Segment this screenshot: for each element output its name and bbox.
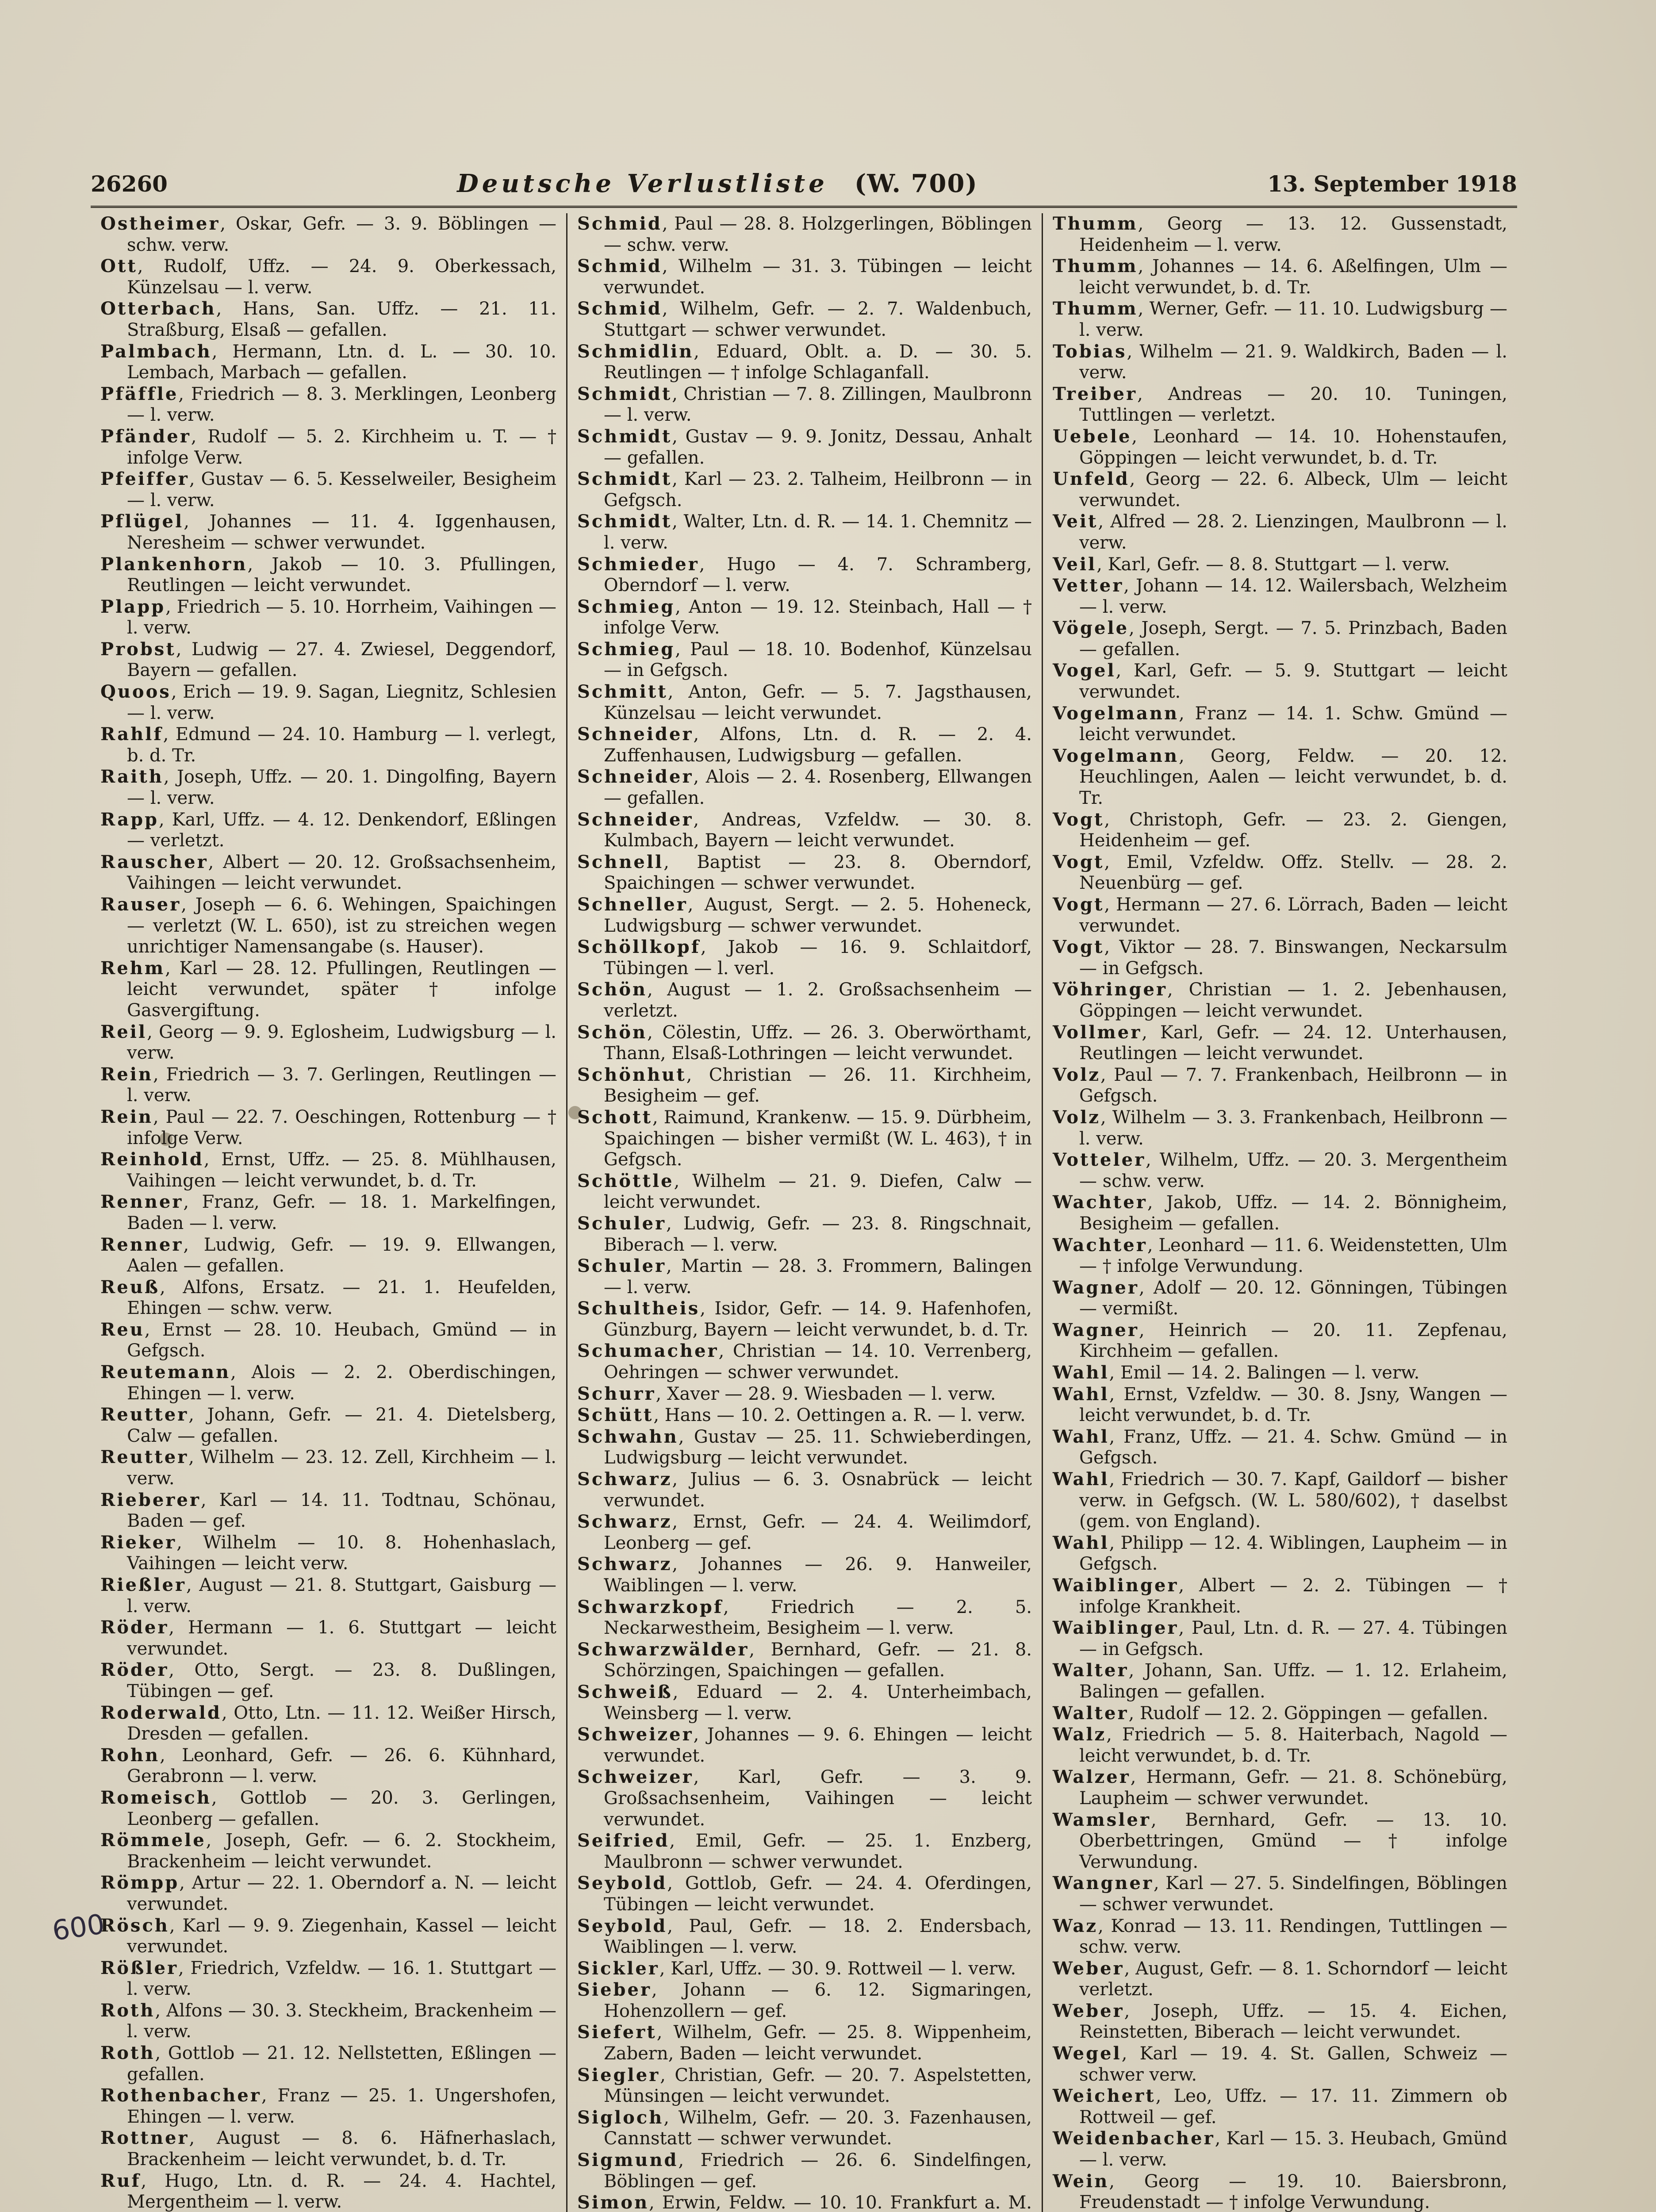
casualty-entry: Wagner, Heinrich — 20. 11. Zepfenau, Kirchheim — gefallen. — [1053, 1319, 1507, 1362]
casualty-entry: Wahl, Ernst, Vzfeldw. — 30. 8. Jsny, Wangen — leicht verwundet, b. d. Tr. — [1053, 1383, 1507, 1426]
casualty-entry: Schmidt, Gustav — 9. 9. Jonitz, Dessau, Anhalt — gefallen. — [577, 426, 1032, 468]
casualty-entry: Vogt, Viktor — 28. 7. Binswangen, Neckarsulm — in Gefgsch. — [1053, 937, 1507, 979]
casualty-entry: Schwarz, Ernst, Gefr. — 24. 4. Weilimdorf, Leonberg — gef. — [577, 1511, 1032, 1553]
surname: Wahl — [1053, 1426, 1109, 1447]
surname: Vogt — [1053, 937, 1104, 958]
casualty-entry: Röder, Otto, Sergt. — 23. 8. Dußlingen, Tübingen — gef. — [100, 1659, 556, 1701]
surname: Weber — [1053, 2000, 1124, 2021]
casualty-entry: Schütt, Hans — 10. 2. Oettingen a. R. — l. verw. — [577, 1405, 1026, 1426]
surname: Pfeiffer — [100, 469, 189, 490]
surname: Vogt — [1053, 809, 1104, 830]
casualty-entry: Rieberer, Karl — 14. 11. Todtnau, Schönau, Baden — gef. — [100, 1489, 556, 1532]
casualty-entry: Waz, Konrad — 13. 11. Rendingen, Tuttlingen — schw. verw. — [1053, 1915, 1507, 1958]
surname: Tobias — [1053, 341, 1127, 362]
surname: Rein — [100, 1064, 153, 1085]
casualty-entry: Wegel, Karl — 19. 4. St. Gallen, Schweiz — schwer verw. — [1053, 2043, 1507, 2085]
casualty-entry: Thumm, Werner, Gefr. — 11. 10. Ludwigsburg — l. verw. — [1053, 298, 1507, 340]
surname: Pfänder — [100, 426, 191, 447]
casualty-entry: Römmele, Joseph, Gefr. — 6. 2. Stockheim, Brackenheim — leicht verwundet. — [100, 1830, 556, 1872]
casualty-entry: Vetter, Johann — 14. 12. Wailersbach, Welzheim — l. verw. — [1053, 575, 1507, 617]
casualty-entry: Waiblinger, Paul, Ltn. d. R. — 27. 4. Tübingen — in Gefgsch. — [1053, 1617, 1507, 1659]
casualty-entry: Rapp, Karl, Uffz. — 4. 12. Denkendorf, Eßlingen — verletzt. — [100, 809, 556, 851]
casualty-entry: Sieber, Johann — 6. 12. Sigmaringen, Hohenzollern — gef. — [577, 1979, 1032, 2021]
surname: Röder — [100, 1659, 169, 1681]
casualty-entry: Weidenbacher, Karl — 15. 3. Heubach, Gmünd — l. verw. — [1053, 2128, 1507, 2170]
casualty-entry: Schweizer, Karl, Gefr. — 3. 9. Großsachsenheim, Vaihingen — leicht verwundet. — [577, 1767, 1032, 1830]
surname: Schneider — [577, 724, 694, 745]
casualty-entry: Rottner, August — 8. 6. Häfnerhaslach, Brackenheim — leicht verwundet, b. d. Tr. — [100, 2128, 556, 2170]
casualty-entry: Pfäffle, Friedrich — 8. 3. Merklingen, Leonberg — l. verw. — [100, 383, 556, 426]
casualty-entry: Schumacher, Christian — 14. 10. Verrenberg, Oehringen — schwer verwundet. — [577, 1340, 1032, 1383]
casualty-entry: Plankenhorn, Jakob — 10. 3. Pfullingen, Reutlingen — leicht verwundet. — [100, 553, 556, 596]
surname: Seybold — [577, 1873, 667, 1894]
surname: Schwarzwälder — [577, 1639, 749, 1660]
casualty-entry: Reil, Georg — 9. 9. Eglosheim, Ludwigsburg — l. verw. — [100, 1021, 556, 1064]
casualty-entry: Reu, Ernst — 28. 10. Heubach, Gmünd — in Gefgsch. — [100, 1319, 556, 1361]
casualty-entry: Schmieder, Hugo — 4. 7. Schramberg, Oberndorf — l. verw. — [577, 553, 1032, 596]
casualty-entry: Vöhringer, Christian — 1. 2. Jebenhausen, Göppingen — leicht verwundet. — [1053, 979, 1507, 1021]
casualty-entry: Pfeiffer, Gustav — 6. 5. Kesselweiler, Besigheim — l. verw. — [100, 469, 556, 511]
surname: Wamsler — [1053, 1809, 1151, 1830]
surname: Römmele — [100, 1830, 206, 1851]
casualty-entry: Rothenbacher, Franz — 25. 1. Ungershofen, Ehingen — l. verw. — [100, 2085, 556, 2127]
casualty-entry: Rehm, Karl — 28. 12. Pfullingen, Reutlingen — leicht verwundet, später † infolge Gasvergiftung. — [100, 957, 556, 1021]
casualty-entry: Rauscher, Albert — 20. 12. Großsachsenheim, Vaihingen — leicht verwundet. — [100, 851, 556, 894]
surname: Walter — [1053, 1660, 1129, 1681]
surname: Siefert — [577, 2022, 657, 2043]
surname: Römpp — [100, 1872, 180, 1893]
surname: Vogelmann — [1053, 703, 1179, 724]
casualty-entry: Schneller, August, Sergt. — 2. 5. Hoheneck, Ludwigsburg — schwer verwundet. — [577, 894, 1032, 936]
surname: Reutter — [100, 1447, 189, 1468]
surname: Vogt — [1053, 851, 1104, 872]
casualty-entry: Walzer, Hermann, Gefr. — 21. 8. Schönebürg, Laupheim — schwer verwundet. — [1053, 1767, 1507, 1809]
casualty-entry: Walter, Johann, San. Uffz. — 1. 12. Erlaheim, Balingen — gefallen. — [1053, 1660, 1507, 1702]
surname: Palmbach — [100, 341, 212, 362]
surname: Rösch — [100, 1915, 169, 1936]
casualty-entry: Sigmund, Friedrich — 26. 6. Sindelfingen, Böblingen — gef. — [577, 2150, 1032, 2192]
surname: Schmitt — [577, 681, 668, 703]
surname: Schwarzkopf — [577, 1596, 724, 1617]
publication-title — [457, 169, 978, 198]
casualty-entry: Schmieg, Anton — 19. 12. Steinbach, Hall — † infolge Verw. — [577, 596, 1032, 638]
surname: Schmidt — [577, 383, 672, 404]
surname: Schmidt — [577, 469, 672, 490]
surname: Siegler — [577, 2064, 660, 2085]
casualty-entry: Siegler, Christian, Gefr. — 20. 7. Aspelstetten, Münsingen — leicht verwundet. — [577, 2064, 1032, 2107]
surname: Seifried — [577, 1830, 670, 1851]
surname: Schuler — [577, 1213, 667, 1234]
surname: Waiblinger — [1053, 1617, 1179, 1639]
casualty-entry: Quoos, Erich — 19. 9. Sagan, Liegnitz, Schlesien — l. verw. — [100, 681, 556, 723]
surname: Seybold — [577, 1915, 667, 1936]
casualty-entry: Wein, Georg — 19. 10. Baiersbronn, Freudenstadt — † infolge Verwundung. — [1053, 2170, 1507, 2212]
casualty-entry: Walz, Friedrich — 5. 8. Haiterbach, Nagold — leicht verwundet, b. d. Tr. — [1053, 1724, 1507, 1766]
casualty-entry: Probst, Ludwig — 27. 4. Zwiesel, Deggendorf, Bayern — gefallen. — [100, 638, 556, 681]
surname: Rießler — [100, 1575, 186, 1595]
surname: Otterbach — [100, 298, 216, 319]
surname: Schmidt — [577, 426, 672, 447]
casualty-entry: Plapp, Friedrich — 5. 10. Horrheim, Vaihingen — l. verw. — [100, 596, 556, 638]
surname: Schmidt — [577, 511, 672, 532]
surname: Wagner — [1053, 1277, 1139, 1298]
casualty-entry: Roth, Alfons — 30. 3. Steckheim, Brackenheim — l. verw. — [100, 2000, 556, 2042]
surname: Röder — [100, 1617, 169, 1638]
casualty-entry: Schmidt, Walter, Ltn. d. R. — 14. 1. Chemnitz — l. verw. — [577, 511, 1032, 553]
casualty-entry: Siefert, Wilhelm, Gefr. — 25. 8. Wippenheim, Zabern, Baden — leicht verwundet. — [577, 2022, 1032, 2064]
surname: Schneller — [577, 894, 688, 915]
casualty-entry: Vögele, Joseph, Sergt. — 7. 5. Prinzbach, Baden — gefallen. — [1053, 618, 1507, 660]
casualty-entry: Renner, Franz, Gefr. — 18. 1. Markelfingen, Baden — l. verw. — [100, 1191, 556, 1233]
surname: Ruf — [100, 2170, 141, 2191]
surname: Quoos — [100, 681, 171, 703]
surname: Schöllkopf — [577, 937, 701, 958]
casualty-entry: Vogelmann, Georg, Feldw. — 20. 12. Heuchlingen, Aalen — leicht verwundet, b. d. Tr. — [1053, 745, 1507, 809]
surname: Treiber — [1053, 383, 1138, 404]
surname: Uebele — [1053, 426, 1132, 447]
surname: Schmidlin — [577, 341, 694, 362]
surname: Volz — [1053, 1106, 1100, 1128]
surname: Roth — [100, 2000, 155, 2021]
casualty-entry: Ruf, Hugo, Ltn. d. R. — 24. 4. Hachtel, Mergentheim — l. verw. — [100, 2170, 556, 2212]
casualty-entry: Vollmer, Karl, Gefr. — 24. 12. Unterhausen, Reutlingen — leicht verwundet. — [1053, 1022, 1507, 1064]
casualty-entry: Schön, August — 1. 2. Großsachsenheim — verletzt. — [577, 979, 1032, 1021]
surname: Schuler — [577, 1256, 667, 1277]
surname: Thumm — [1053, 298, 1138, 319]
surname: Rauscher — [100, 851, 208, 872]
casualty-entry: Volz, Paul — 7. 7. Frankenbach, Heilbronn — in Gefgsch. — [1053, 1064, 1507, 1106]
casualty-entry: Weber, Joseph, Uffz. — 15. 4. Eichen, Reinstetten, Biberach — leicht verwundet. — [1053, 2000, 1507, 2043]
casualty-entry: Seybold, Gottlob, Gefr. — 24. 4. Oferdingen, Tübingen — leicht verwundet. — [577, 1873, 1032, 1915]
surname: Schönhut — [577, 1064, 686, 1085]
casualty-entry: Schweizer, Johannes — 9. 6. Ehingen — leicht verwundet. — [577, 1724, 1032, 1766]
casualty-entry: Rahlf, Edmund — 24. 10. Hamburg — l. verlegt, b. d. Tr. — [100, 724, 556, 766]
casualty-entry: Schöllkopf, Jakob — 16. 9. Schlaitdorf, Tübingen — l. verl. — [577, 937, 1032, 979]
casualty-entry: Schott, Raimund, Krankenw. — 15. 9. Dürbheim, Spaichingen — bisher vermißt (W. L. 463), † in Gefgsch. — [577, 1106, 1032, 1170]
surname: Schütt — [577, 1405, 654, 1426]
casualty-entry: Wamsler, Bernhard, Gefr. — 13. 10. Oberbettringen, Gmünd — † infolge Verwundung. — [1053, 1809, 1507, 1872]
surname: Schmid — [577, 213, 662, 234]
casualty-entry: Waiblinger, Albert — 2. 2. Tübingen — † infolge Krankheit. — [1053, 1575, 1507, 1617]
surname: Plankenhorn — [100, 553, 248, 575]
casualty-entry: Votteler, Wilhelm, Uffz. — 20. 3. Mergentheim — schw. verw. — [1053, 1149, 1507, 1191]
surname: Weidenbacher — [1053, 2128, 1215, 2149]
casualty-entry: Wahl, Friedrich — 30. 7. Kapf, Gaildorf — bisher verw. in Gefgsch. (W. L. 580/602), † daselbst (gem. von England). — [1053, 1469, 1507, 1532]
casualty-entry: Schuler, Martin — 28. 3. Frommern, Balingen — l. verw. — [577, 1256, 1032, 1298]
surname: Wagner — [1053, 1319, 1139, 1340]
surname: Veil — [1053, 553, 1097, 575]
casualty-entry: Wahl, Emil — 14. 2. Balingen — l. verw. — [1053, 1362, 1420, 1383]
surname: Schmieder — [577, 553, 699, 575]
casualty-entry: Veit, Alfred — 28. 2. Lienzingen, Maulbronn — l. verw. — [1053, 511, 1507, 553]
casualty-entry: Schmidt, Karl — 23. 2. Talheim, Heilbronn — in Gefgsch. — [577, 469, 1032, 511]
surname: Rieker — [100, 1532, 177, 1553]
casualty-entry: Schmieg, Paul — 18. 10. Bodenhof, Künzelsau — in Gefgsch. — [577, 638, 1032, 681]
surname: Rieberer — [100, 1489, 201, 1510]
casualty-entry: Roderwald, Otto, Ltn. — 11. 12. Weißer Hirsch, Dresden — gefallen. — [100, 1702, 556, 1744]
casualty-entry: Walter, Rudolf — 12. 2. Göppingen — gefallen. — [1053, 1702, 1488, 1724]
page-header — [91, 161, 1517, 208]
surname: Rohn — [100, 1744, 160, 1766]
surname: Renner — [100, 1191, 184, 1213]
surname: Wachter — [1053, 1234, 1147, 1256]
surname: Schneider — [577, 766, 694, 787]
surname: Pflügel — [100, 511, 184, 532]
casualty-entry: Röder, Hermann — 1. 6. Stuttgart — leicht verwundet. — [100, 1617, 556, 1659]
surname: Wahl — [1053, 1532, 1109, 1553]
surname: Schwarz — [577, 1511, 672, 1532]
surname: Raith — [100, 766, 164, 787]
casualty-entry: Schönhut, Christian — 26. 11. Kirchheim, Besigheim — gef. — [577, 1064, 1032, 1106]
surname: Schön — [577, 979, 648, 1000]
casualty-entry: Wangner, Karl — 27. 5. Sindelfingen, Böblingen — schwer verwundet. — [1053, 1873, 1507, 1915]
surname: Ostheimer — [100, 213, 220, 234]
casualty-entry: Vogt, Hermann — 27. 6. Lörrach, Baden — leicht verwundet. — [1053, 894, 1507, 936]
surname: Votteler — [1053, 1149, 1146, 1171]
surname: Waz — [1053, 1915, 1098, 1936]
issue-number: (W. 700) — [854, 169, 978, 198]
casualty-entry: Renner, Ludwig, Gefr. — 19. 9. Ellwangen, Aalen — gefallen. — [100, 1234, 556, 1276]
casualty-entry: Rein, Friedrich — 3. 7. Gerlingen, Reutlingen — l. verw. — [100, 1064, 556, 1106]
surname: Rapp — [100, 809, 159, 830]
casualty-entry: Volz, Wilhelm — 3. 3. Frankenbach, Heilbronn — l. verw. — [1053, 1106, 1507, 1149]
casualty-entry: Pfänder, Rudolf — 5. 2. Kirchheim u. T. — † infolge Verw. — [100, 426, 556, 468]
surname: Rothenbacher — [100, 2085, 261, 2106]
casualty-entry: Rieker, Wilhelm — 10. 8. Hohenhaslach, Vaihingen — leicht verw. — [100, 1532, 556, 1574]
casualty-entry: Schön, Cölestin, Uffz. — 26. 3. Oberwörthamt, Thann, Elsaß-Lothringen — leicht verwundet. — [577, 1022, 1032, 1064]
surname: Roderwald — [100, 1702, 222, 1723]
surname: Reutemann — [100, 1362, 231, 1383]
casualty-entry: Reutemann, Alois — 2. 2. Oberdischingen, Ehingen — l. verw. — [100, 1362, 556, 1404]
surname: Wahl — [1053, 1383, 1109, 1405]
casualty-entry: Ostheimer, Oskar, Gefr. — 3. 9. Böblingen — schw. verw. — [100, 213, 556, 255]
surname: Vöhringer — [1053, 979, 1167, 1000]
surname: Vogelmann — [1053, 745, 1179, 766]
surname: Schmid — [577, 298, 662, 319]
casualty-entry: Wachter, Jakob, Uffz. — 14. 2. Bönnigheim, Besigheim — gefallen. — [1053, 1192, 1507, 1234]
surname: Schmieg — [577, 638, 675, 660]
casualty-entry: Schneider, Alois — 2. 4. Rosenberg, Ellwangen — gefallen. — [577, 766, 1032, 809]
surname: Thumm — [1053, 256, 1138, 277]
surname: Vogel — [1053, 660, 1116, 681]
surname: Probst — [100, 638, 176, 660]
casualty-entry: Unfeld, Georg — 22. 6. Albeck, Ulm — leicht verwundet. — [1053, 469, 1507, 511]
casualty-entry: Schwarz, Julius — 6. 3. Osnabrück — leicht verwundet. — [577, 1469, 1032, 1511]
surname: Waiblinger — [1053, 1575, 1179, 1596]
handwritten-margin-note: 600 — [50, 1908, 107, 1947]
surname: Wahl — [1053, 1469, 1109, 1490]
casualty-entry: Schwarzkopf, Friedrich — 2. 5. Neckarwestheim, Besigheim — l. verw. — [577, 1596, 1032, 1639]
casualty-entry: Vogel, Karl, Gefr. — 5. 9. Stuttgart — leicht verwundet. — [1053, 660, 1507, 703]
casualty-entry: Uebele, Leonhard — 14. 10. Hohenstaufen, Göppingen — leicht verwundet, b. d. Tr. — [1053, 426, 1507, 468]
surname: Pfäffle — [100, 383, 179, 404]
surname: Reuß — [100, 1276, 160, 1298]
casualty-entry: Schuler, Ludwig, Gefr. — 23. 8. Ringschnait, Biberach — l. verw. — [577, 1213, 1032, 1255]
casualty-entry: Schöttle, Wilhelm — 21. 9. Diefen, Calw — leicht verwundet. — [577, 1170, 1032, 1213]
page-number: 26260 — [91, 170, 168, 197]
casualty-entry: Schultheis, Isidor, Gefr. — 14. 9. Hafenhofen, Günzburg, Bayern — leicht verwundet, b. d. Tr. — [577, 1298, 1032, 1340]
casualty-entry: Reutter, Wilhelm — 23. 12. Zell, Kirchheim — l. verw. — [100, 1447, 556, 1489]
surname: Schön — [577, 1022, 648, 1043]
casualty-entry: Schmidt, Christian — 7. 8. Zillingen, Maulbronn — l. verw. — [577, 383, 1032, 426]
surname: Thumm — [1053, 213, 1138, 234]
surname: Sickler — [577, 1958, 659, 1979]
surname: Rehm — [100, 957, 165, 979]
surname: Wachter — [1053, 1192, 1147, 1213]
casualty-entry: Seifried, Emil, Gefr. — 25. 1. Enzberg, Maulbronn — schwer verwundet. — [577, 1830, 1032, 1872]
column-1 — [91, 213, 566, 2212]
surname: Weber — [1053, 1958, 1124, 1979]
casualty-entry: Schmid, Paul — 28. 8. Holzgerlingen, Böblingen — schw. verw. — [577, 213, 1032, 255]
surname: Walz — [1053, 1724, 1107, 1745]
casualty-entry: Schmidlin, Eduard, Oblt. a. D. — 30. 5. Reutlingen — † infolge Schlaganfall. — [577, 341, 1032, 383]
surname: Schott — [577, 1106, 652, 1128]
casualty-entry: Schwarz, Johannes — 26. 9. Hanweiler, Waiblingen — l. verw. — [577, 1554, 1032, 1596]
casualty-entry: Schnell, Baptist — 23. 8. Oberndorf, Spaichingen — schwer verwundet. — [577, 851, 1032, 894]
surname: Veit — [1053, 511, 1098, 532]
surname: Walter — [1053, 1702, 1129, 1724]
surname: Walzer — [1053, 1767, 1131, 1788]
casualty-entry: Raith, Joseph, Uffz. — 20. 1. Dingolfing, Bayern — l. verw. — [100, 766, 556, 809]
surname: Weichert — [1053, 2085, 1156, 2107]
casualty-entry: Rößler, Friedrich, Vzfeldw. — 16. 1. Stuttgart — l. verw. — [100, 1957, 556, 2000]
surname: Rahlf — [100, 724, 163, 745]
surname: Schurr — [577, 1383, 656, 1404]
casualty-entry: Thumm, Johannes — 14. 6. Aßelfingen, Ulm — leicht verwundet, b. d. Tr. — [1053, 256, 1507, 298]
column-2 — [566, 213, 1042, 2212]
casualty-entry: Vogt, Emil, Vzfeldw. Offz. Stellv. — 28. 2. Neuenbürg — gef. — [1053, 851, 1507, 894]
surname: Ott — [100, 256, 138, 277]
casualty-entry: Rein, Paul — 22. 7. Oeschingen, Rottenburg — † infolge Verw. — [100, 1106, 556, 1148]
surname: Vollmer — [1053, 1022, 1142, 1043]
surname: Vogt — [1053, 894, 1104, 915]
casualty-entry: Treiber, Andreas — 20. 10. Tuningen, Tuttlingen — verletzt. — [1053, 383, 1507, 426]
surname: Unfeld — [1053, 469, 1130, 490]
surname: Sigloch — [577, 2107, 664, 2128]
surname: Volz — [1053, 1064, 1100, 1085]
surname: Schwahn — [577, 1426, 678, 1447]
surname: Schmid — [577, 256, 662, 277]
casualty-entry: Romeisch, Gottlob — 20. 3. Gerlingen, Leonberg — gefallen. — [100, 1787, 556, 1829]
casualty-entry: Simon, Erwin, Feldw. — 10. 10. Frankfurt a. M. — [577, 2192, 1032, 2212]
surname: Rauser — [100, 894, 181, 915]
surname: Vögele — [1053, 618, 1129, 639]
casualty-entry: Seybold, Paul, Gefr. — 18. 2. Endersbach, Waiblingen — l. verw. — [577, 1915, 1032, 1958]
casualty-entry: Vogt, Christoph, Gefr. — 23. 2. Giengen, Heidenheim — gef. — [1053, 809, 1507, 851]
casualty-entry: Schweiß, Eduard — 2. 4. Unterheimbach, Weinsberg — l. verw. — [577, 1681, 1032, 1724]
casualty-entry: Rießler, August — 21. 8. Stuttgart, Gaisburg — l. verw. — [100, 1575, 556, 1617]
casualty-entry: Wagner, Adolf — 20. 12. Gönningen, Tübingen — vermißt. — [1053, 1277, 1507, 1319]
casualty-entry: Ott, Rudolf, Uffz. — 24. 9. Oberkessach, Künzelsau — l. verw. — [100, 256, 556, 298]
casualty-entry: Otterbach, Hans, San. Uffz. — 21. 11. Straßburg, Elsaß — gefallen. — [100, 298, 556, 340]
casualty-entry: Wahl, Franz, Uffz. — 21. 4. Schw. Gmünd — in Gefgsch. — [1053, 1426, 1507, 1468]
column-3 — [1042, 213, 1517, 2212]
casualty-entry: Wahl, Philipp — 12. 4. Wiblingen, Laupheim — in Gefgsch. — [1053, 1532, 1507, 1575]
casualty-entry: Palmbach, Hermann, Ltn. d. L. — 30. 10. Lembach, Marbach — gefallen. — [100, 341, 556, 383]
surname: Reil — [100, 1021, 147, 1042]
surname: Wahl — [1053, 1362, 1109, 1383]
casualty-entry: Sickler, Karl, Uffz. — 30. 9. Rottweil — l. verw. — [577, 1958, 1016, 1979]
surname: Simon — [577, 2192, 649, 2212]
casualty-entry: Schneider, Alfons, Ltn. d. R. — 2. 4. Zuffenhausen, Ludwigsburg — gefallen. — [577, 724, 1032, 766]
surname: Sigmund — [577, 2150, 678, 2171]
surname: Reu — [100, 1319, 145, 1340]
surname: Schmieg — [577, 596, 675, 617]
casualty-entry: Römpp, Artur — 22. 1. Oberndorf a. N. — leicht verwundet. — [100, 1872, 556, 1914]
casualty-entry: Weichert, Leo, Uffz. — 17. 11. Zimmern ob Rottweil — gef. — [1053, 2085, 1507, 2128]
surname: Schweizer — [577, 1724, 694, 1745]
surname: Roth — [100, 2043, 155, 2064]
surname: Schweizer — [577, 1767, 694, 1788]
casualty-entry: Rauser, Joseph — 6. 6. Wehingen, Spaichingen — verletzt (W. L. 650), ist zu streichen wegen unrichtiger Namensangabe (s. Hauser). — [100, 894, 556, 957]
casualty-entry: Schmid, Wilhelm, Gefr. — 2. 7. Waldenbuch, Stuttgart — schwer verwundet. — [577, 298, 1032, 340]
casualty-entry: Sigloch, Wilhelm, Gefr. — 20. 3. Fazenhausen, Cannstatt — schwer verwundet. — [577, 2107, 1032, 2149]
casualty-entry: Reutter, Johann, Gefr. — 21. 4. Dietelsberg, Calw — gefallen. — [100, 1404, 556, 1446]
column-3-entries — [1053, 213, 1507, 2212]
surname: Wein — [1053, 2170, 1109, 2192]
casualty-entry: Schneider, Andreas, Vzfeldw. — 30. 8. Kulmbach, Bayern — leicht verwundet. — [577, 809, 1032, 851]
surname: Vetter — [1053, 575, 1124, 596]
surname: Romeisch — [100, 1787, 211, 1808]
casualty-entry: Wachter, Leonhard — 11. 6. Weidenstetten, Ulm — † infolge Verwundung. — [1053, 1234, 1507, 1277]
casualty-entry: Schmitt, Anton, Gefr. — 5. 7. Jagsthausen, Künzelsau — leicht verwundet. — [577, 681, 1032, 723]
casualty-entry: Weber, August, Gefr. — 8. 1. Schorndorf — leicht verletzt. — [1053, 1958, 1507, 2000]
casualty-entry: Veil, Karl, Gefr. — 8. 8. Stuttgart — l. verw. — [1053, 553, 1450, 575]
casualty-entry: Rösch, Karl — 9. 9. Ziegenhain, Kassel — leicht verwundet. — [100, 1915, 556, 1957]
casualty-entry: Thumm, Georg — 13. 12. Gussenstadt, Heidenheim — l. verw. — [1053, 213, 1507, 255]
casualty-entry: Reuß, Alfons, Ersatz. — 21. 1. Heufelden, Ehingen — schw. verw. — [100, 1276, 556, 1319]
casualty-columns — [91, 213, 1517, 2212]
surname: Sieber — [577, 1979, 652, 2001]
casualty-entry: Reinhold, Ernst, Uffz. — 25. 8. Mühlhausen, Vaihingen — leicht verwundet, b. d. Tr. — [100, 1149, 556, 1191]
casualty-entry: Schwahn, Gustav — 25. 11. Schwieberdingen, Ludwigsburg — leicht verwundet. — [577, 1426, 1032, 1468]
surname: Reinhold — [100, 1149, 204, 1170]
casualty-entry: Rohn, Leonhard, Gefr. — 26. 6. Kühnhard, Gerabronn — l. verw. — [100, 1744, 556, 1787]
surname: Plapp — [100, 596, 166, 617]
surname: Wegel — [1053, 2043, 1122, 2064]
surname: Wangner — [1053, 1873, 1154, 1894]
surname: Schultheis — [577, 1298, 700, 1319]
casualty-entry: Schmid, Wilhelm — 31. 3. Tübingen — leicht verwundet. — [577, 256, 1032, 298]
surname: Renner — [100, 1234, 184, 1255]
surname: Schweiß — [577, 1681, 673, 1702]
surname: Rößler — [100, 1957, 179, 1978]
issue-date: 13. September 1918 — [1267, 170, 1517, 197]
surname: Rein — [100, 1106, 153, 1127]
surname: Schneider — [577, 809, 694, 830]
casualty-entry: Schwarzwälder, Bernhard, Gefr. — 21. 8. Schörzingen, Spaichingen — gefallen. — [577, 1639, 1032, 1681]
surname: Schöttle — [577, 1170, 674, 1191]
casualty-entry: Roth, Gottlob — 21. 12. Nellstetten, Eßlingen — gefallen. — [100, 2043, 556, 2085]
casualty-entry: Vogelmann, Franz — 14. 1. Schw. Gmünd — leicht verwundet. — [1053, 703, 1507, 745]
publication-name: Deutsche Verlustliste — [457, 169, 828, 198]
surname: Schwarz — [577, 1554, 672, 1575]
casualty-entry: Schurr, Xaver — 28. 9. Wiesbaden — l. verw. — [577, 1383, 996, 1404]
casualty-entry: Tobias, Wilhelm — 21. 9. Waldkirch, Baden — l. verw. — [1053, 341, 1507, 383]
surname: Schumacher — [577, 1340, 719, 1362]
surname: Rottner — [100, 2128, 189, 2149]
surname: Schnell — [577, 851, 664, 872]
surname: Reutter — [100, 1404, 189, 1425]
surname: Schwarz — [577, 1469, 672, 1490]
casualty-entry: Pflügel, Johannes — 11. 4. Iggenhausen, Neresheim — schwer verwundet. — [100, 511, 556, 553]
